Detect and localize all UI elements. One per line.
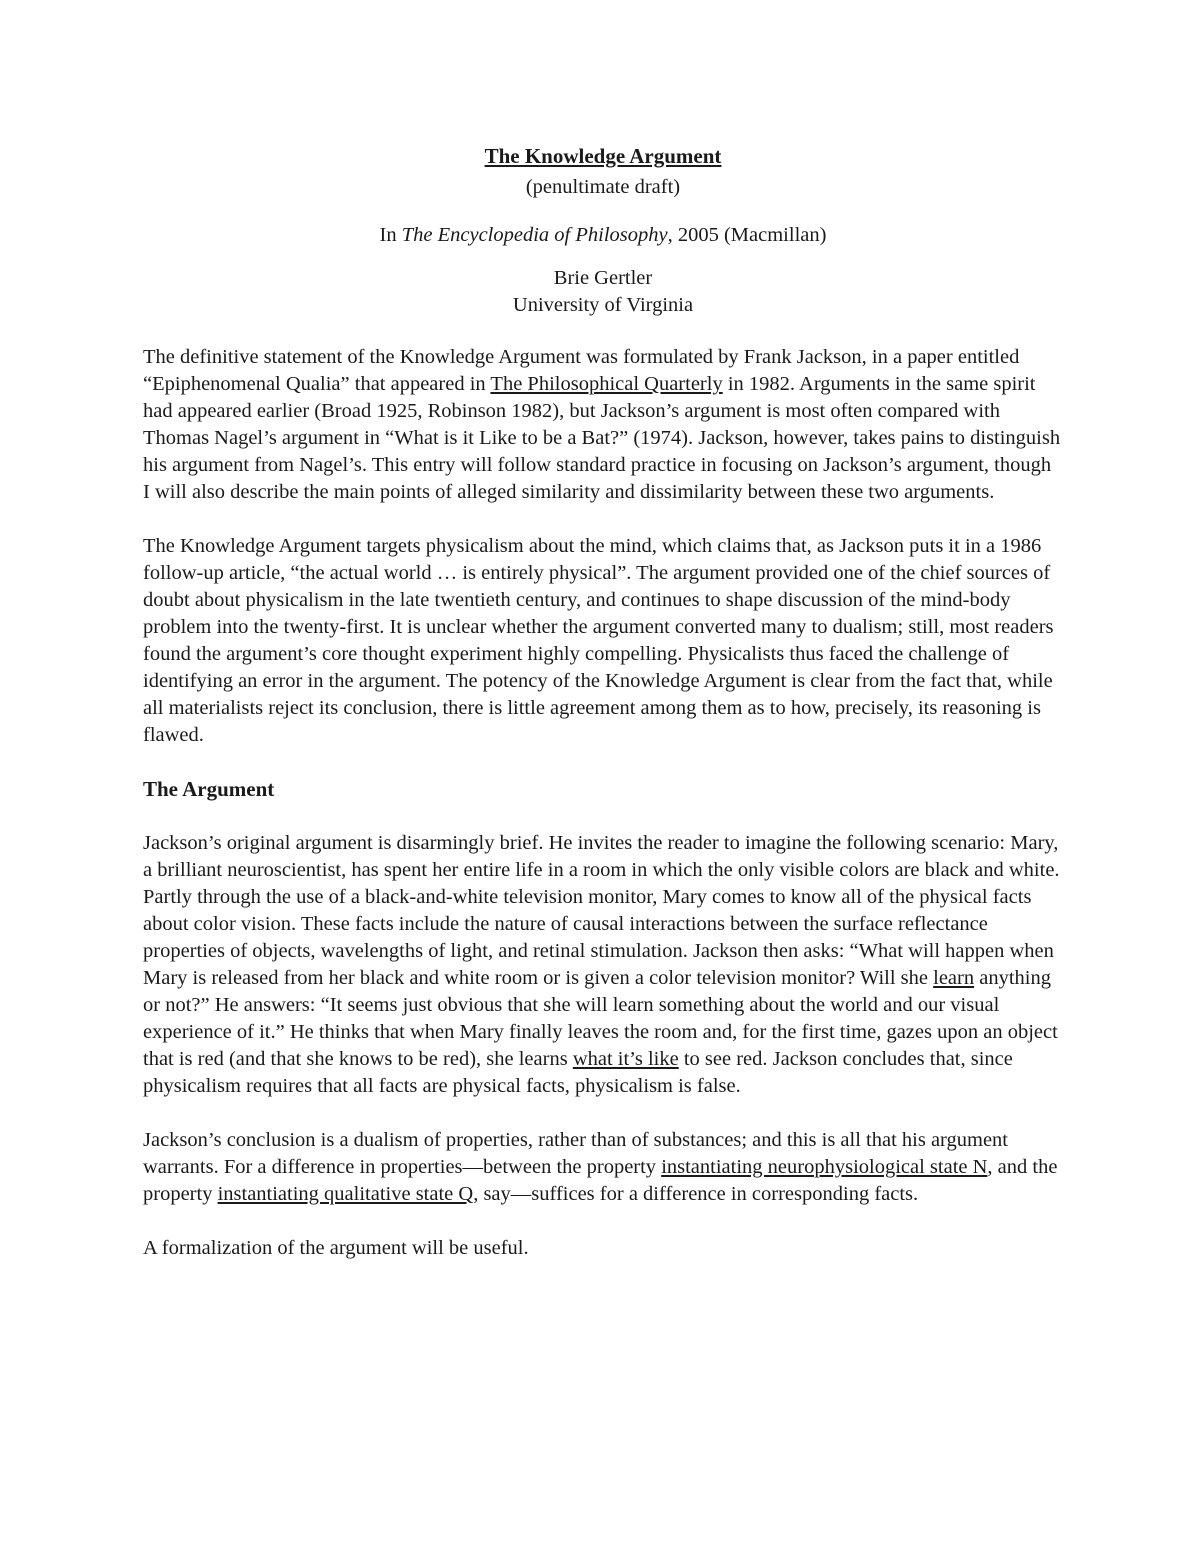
paragraph-intro-text-b: in 1982. Arguments in the same spirit had appeared earlier (Broad 1925, Robinson 1982), but Jackson’s argument is most often compared with Thomas Nagel’s argument in “What is it Like to be a Bat?” (1974). Jackson, however, takes pains to distinguish his argument from Nagel’s. This entry will follow standard practice in focusing on Jackson’s argument, though I will also describe the main points of alleged similarity and dissimilarity between these two arguments.: [143, 373, 1061, 503]
document-title: The Knowledge Argument: [484, 144, 722, 168]
paragraph-intro: [143, 344, 1063, 506]
author-name: Brie Gertler: [553, 267, 653, 289]
paragraph-dualism-text-a: Jackson’s conclusion is a dualism of properties, rather than of substances; and this is all that his argument warrants. For a difference in properties—between the property: [143, 1129, 1009, 1178]
paragraph-mary-text-a: Jackson’s original argument is disarmingly brief. He invites the reader to imagine the following scenario: Mary, a brilliant neuroscientist, has spent her entire life in a room in which the only visible colors are black and white. Partly through the use of a black-and-white television monitor, Mary comes to know all of the physical facts about color vision. These facts include the nature of causal interactions between the surface reflectance properties of objects, wavelengths of light, and retinal stimulation. Jackson then asks: “What will happen when Mary is released from her black and white room or is given a color television monitor? Will she: [143, 832, 1060, 989]
section-heading: The Argument: [143, 777, 275, 801]
paragraph-mary-text-b: anything or not?” He answers: “It seems just obvious that she will learn something about the world and our visual experience of it.” He thinks that when Mary finally leaves the room and, for the first time, gazes upon an object that is red (and that she knows to be red), she learns: [143, 967, 1058, 1070]
paragraph-mary-scenario: [143, 830, 1063, 1100]
paragraph-dualism-text-b: , and the property: [143, 1156, 1058, 1205]
author-affiliation: University of Virginia: [512, 294, 694, 316]
emphasis-learn: learn: [933, 967, 975, 989]
paragraph-formalization: A formalization of the argument will be useful.: [143, 1237, 529, 1259]
paragraph-dualism-text-c: , say—suffices for a difference in corresponding facts.: [473, 1183, 919, 1205]
document-page: [143, 140, 1063, 1262]
publication-work-title: The Encyclopedia of Philosophy: [401, 224, 668, 246]
paragraph-mary-text-c: to see red. Jackson concludes that, since physicalism requires that all facts are physical facts, physicalism is false.: [143, 1048, 1013, 1097]
paragraph-physicalism: The Knowledge Argument targets physicalism about the mind, which claims that, as Jackson puts it in a 1986 follow-up article, “the actual world … is entirely physical”. The argument provided one of the chief sources of doubt about physicalism in the late twentieth century, and continues to shape discussion of the mind-body problem into the twenty-first. It is unclear whether the argument converted many to dualism; still, most readers found the argument’s core thought experiment highly compelling. Physicalists thus faced the challenge of identifying an error in the argument. The potency of the Knowledge Argument is clear from the fact that, while all materialists reject its conclusion, there is little agreement among them as to how, precisely, its reasoning is flawed.: [143, 535, 1054, 746]
journal-title: The Philosophical Quarterly: [490, 373, 723, 395]
emphasis-what-its-like: what it’s like: [572, 1048, 679, 1070]
emphasis-neurophysiological-state: instantiating neurophysiological state N: [661, 1156, 988, 1178]
paragraph-intro-text-a: The definitive statement of the Knowledge Argument was formulated by Frank Jackson, in a paper entitled “Epiphenomenal Qualia” that appeared in: [143, 346, 1020, 395]
draft-note: (penultimate draft): [525, 176, 681, 198]
publication-line: [143, 222, 1063, 249]
paragraph-dualism: [143, 1127, 1063, 1208]
publication-suffix: , 2005 (Macmillan): [667, 224, 827, 246]
emphasis-qualitative-state: instantiating qualitative state Q: [217, 1183, 474, 1205]
publication-prefix: In: [379, 224, 402, 246]
